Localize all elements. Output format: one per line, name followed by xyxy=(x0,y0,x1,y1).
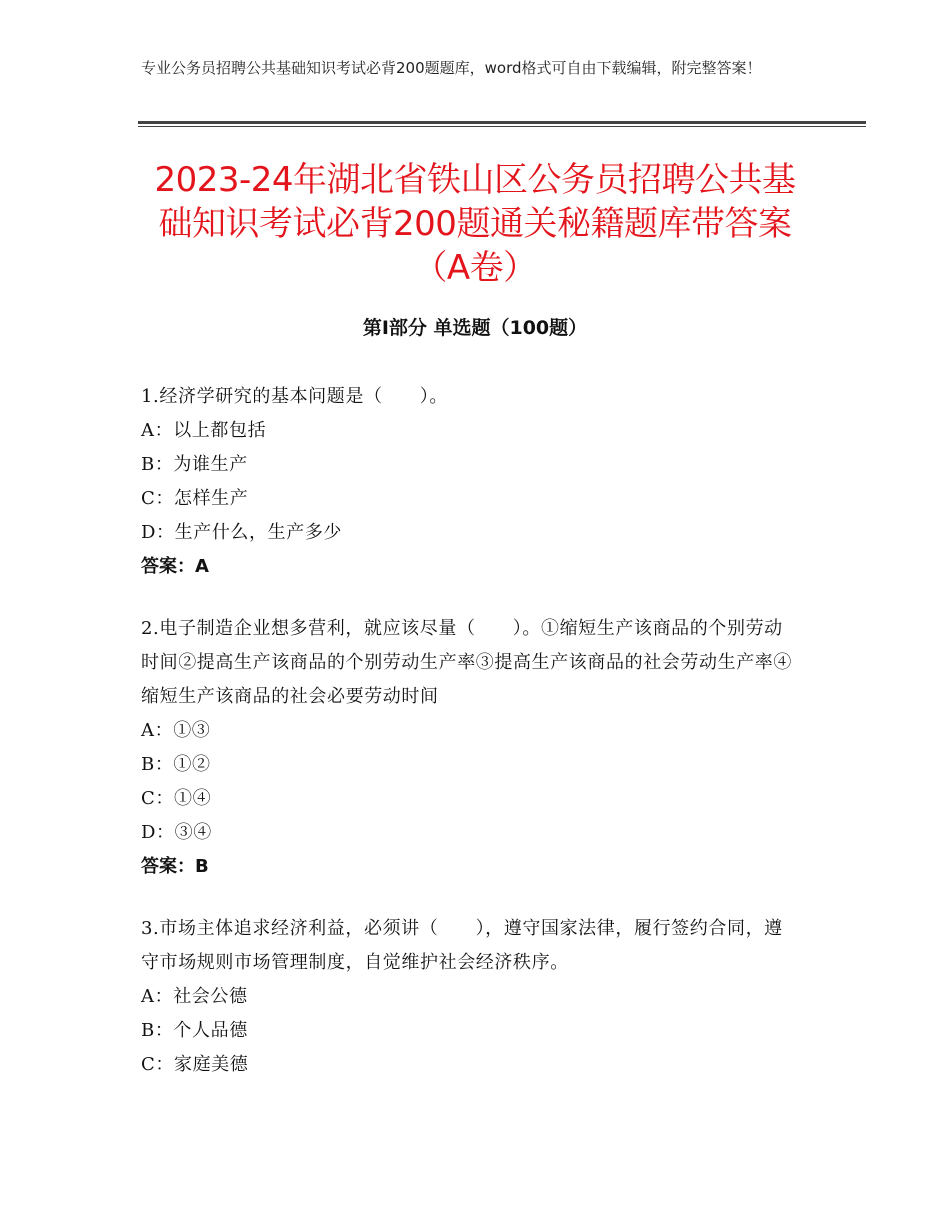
question-stem: 3.市场主体追求经济利益，必须讲（ ），遵守国家法律，履行签约合同，遵守市场规则市场管理制度，自觉维护社会经济秩序。 xyxy=(141,918,783,973)
option-d: D：③④ xyxy=(141,822,212,843)
option-c: C：怎样生产 xyxy=(141,488,249,509)
option-b: B：为谁生产 xyxy=(141,454,248,475)
header-divider-thick xyxy=(138,121,866,124)
option-a: A：社会公德 xyxy=(141,986,248,1007)
option-c: C：家庭美德 xyxy=(141,1054,249,1075)
answer-label: 答案：A xyxy=(141,556,209,577)
header-divider-thin xyxy=(138,126,866,127)
question-1 xyxy=(141,380,801,584)
document-title: 2023-24年湖北省铁山区公务员招聘公共基础知识考试必背200题通关秘籍题库带答案（A卷） xyxy=(154,160,796,288)
option-d: D：生产什么，生产多少 xyxy=(141,522,343,543)
option-a: A：以上都包括 xyxy=(141,420,267,441)
question-list xyxy=(141,380,801,1110)
option-c: C：①④ xyxy=(141,788,212,809)
answer-label: 答案：B xyxy=(141,856,209,877)
section-heading: 第I部分 单选题（100题） xyxy=(362,317,588,339)
header-note: 专业公务员招聘公共基础知识考试必背200题题库，word格式可自由下载编辑，附完整答案！ xyxy=(141,59,762,77)
option-a: A：①③ xyxy=(141,720,211,741)
question-2 xyxy=(141,612,801,884)
question-stem: 2.电子制造企业想多营利，就应该尽量（ ）。①缩短生产该商品的个别劳动时间②提高生产该商品的个别劳动生产率③提高生产该商品的社会劳动生产率④缩短生产该商品的社会必要劳动时间 xyxy=(141,618,792,707)
question-3 xyxy=(141,912,801,1082)
question-stem: 1.经济学研究的基本问题是（ ）。 xyxy=(141,386,448,407)
option-b: B：①② xyxy=(141,754,211,775)
option-b: B：个人品德 xyxy=(141,1020,248,1041)
